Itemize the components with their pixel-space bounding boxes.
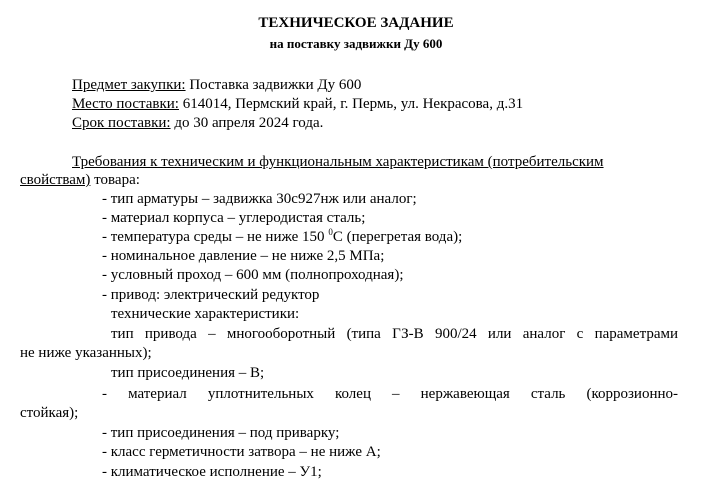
item-body-material: - материал корпуса – углеродистая сталь; — [102, 210, 366, 226]
item-drive-type-line1: тип привода – многооборотный (типа ГЗ-В 900/24 или аналог с параметрами — [111, 326, 678, 342]
subject-value: Поставка задвижки Ду 600 — [185, 77, 362, 93]
document-subtitle: на поставку задвижки Ду 600 — [269, 36, 443, 51]
temperature-prefix: - температура среды – не ниже 150 — [102, 229, 329, 245]
subject-label: Предмет закупки: — [72, 77, 186, 93]
temperature-suffix: С (перегретая вода); — [332, 229, 463, 245]
term-label: Срок поставки: — [72, 115, 171, 131]
item-climate: - климатическое исполнение – У1; — [102, 464, 322, 480]
term-value: до 30 апреля 2024 года. — [170, 115, 324, 131]
requirements-heading-line1: Требования к техническим и функциональным характеристикам (потребительским — [72, 154, 604, 170]
item-tightness-class: - класс герметичности затвора – не ниже А; — [102, 444, 381, 460]
place-line — [72, 95, 523, 113]
item-armature: - тип арматуры – задвижка 30с927нж или аналог; — [102, 191, 417, 207]
item-drive: - привод: электрический редуктор — [102, 287, 320, 303]
term-line — [72, 114, 323, 132]
item-temperature — [102, 228, 462, 246]
item-passage: - условный проход – 600 мм (полнопроходная); — [102, 267, 404, 283]
requirements-heading-rest: товара: — [90, 172, 140, 188]
item-connection-type: - тип присоединения – под приварку; — [102, 425, 340, 441]
subject-line — [72, 76, 361, 94]
place-label: Место поставки: — [72, 96, 179, 112]
temperature-degree-sup: 0 — [328, 227, 333, 237]
requirements-heading-line2 — [20, 171, 140, 189]
item-tech-characteristics: технические характеристики: — [111, 306, 300, 322]
item-drive-type-line2: не ниже указанных); — [20, 345, 152, 361]
item-seal-material-line1: - материал уплотнительных колец – нержавеющая сталь (коррозионно- — [102, 386, 678, 402]
requirements-heading-underlined: свойствам) — [20, 172, 91, 188]
item-drive-connection-type: тип присоединения – В; — [111, 365, 265, 381]
document-title: ТЕХНИЧЕСКОЕ ЗАДАНИЕ — [258, 15, 454, 31]
place-value: 614014, Пермский край, г. Пермь, ул. Некрасова, д.31 — [178, 96, 524, 112]
item-seal-material-line2: стойкая); — [20, 405, 79, 421]
item-pressure: - номинальное давление – не ниже 2,5 МПа; — [102, 248, 385, 264]
